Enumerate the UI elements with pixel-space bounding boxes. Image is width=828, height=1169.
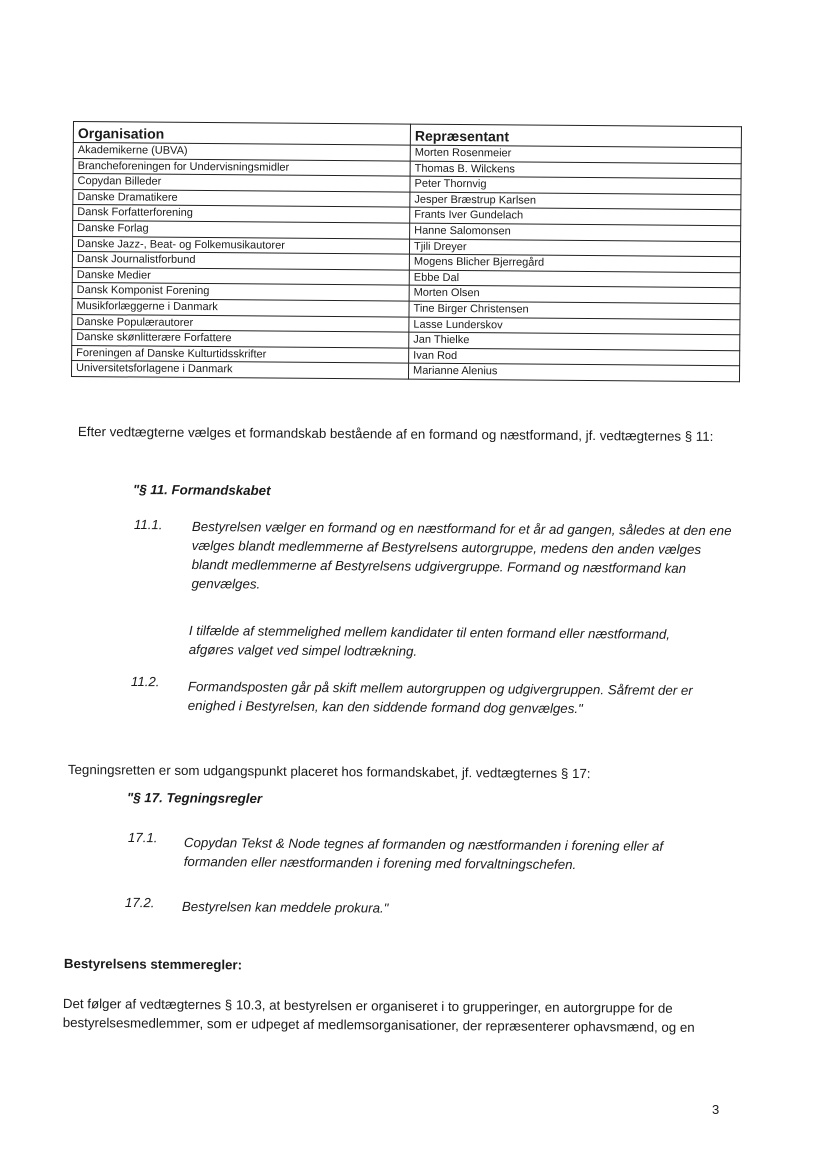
clause-11-1-text: Bestyrelsen vælger en formand og en næstformand for et år ad gangen, således at den ene vælges blandt medlemmerne af Bestyrelsens autorgruppe, medens den anden vælges blandt medlemmerne af Bestyrelsens udgivergruppe. Formand og næstformand kan genvælges.	[191, 518, 732, 592]
organisation-cell: Danske skønlitterære Forfattere	[72, 330, 409, 348]
clause-17-1-number: 17.1.	[127, 830, 158, 846]
clause-17-1-text: Copydan Tekst & Node tegnes af formanden og næstformanden i forening eller af formanden eller næstformanden i forening med forvaltningschefen.	[183, 834, 664, 873]
clause-17-2-number: 17.2.	[124, 895, 155, 911]
representative-cell: Mogens Blicher Bjerregård	[409, 254, 740, 272]
representative-cell: Thomas B. Wilckens	[410, 161, 741, 179]
clause-11-1-text-2: I tilfælde af stemmelighed mellem kandidater til enten formand eller næstformand, afgøres valget ved simpel lodtrækning.	[188, 622, 671, 659]
organisation-cell: Danske Medier	[72, 267, 409, 285]
representative-cell: Peter Thornvig	[410, 176, 741, 194]
organisation-cell: Dansk Journalistforbund	[72, 252, 409, 270]
representative-cell: Morten Rosenmeier	[410, 145, 741, 163]
organisation-cell: Danske Populærautorer	[72, 314, 409, 332]
voting-rules-heading: Bestyrelsens stemmeregler:	[63, 956, 243, 973]
organisation-cell: Danske Forlag	[73, 220, 410, 238]
representative-cell: Morten Olsen	[409, 285, 740, 303]
clause-17-2-text: Bestyrelsen kan meddele prokura."	[181, 898, 389, 916]
organisation-cell: Danske Jazz-, Beat- og Folkemusikautorer	[72, 236, 409, 254]
organisation-cell: Dansk Forfatterforening	[73, 205, 410, 223]
representative-cell: Hanne Salomonsen	[410, 223, 741, 241]
organisation-cell: Dansk Komponist Forening	[72, 283, 409, 301]
section-11-heading: "§ 11. Formandskabet	[132, 482, 271, 499]
representative-cell: Ebbe Dal	[409, 270, 740, 288]
intro-paragraph-formandskab: Efter vedtægterne vælges et formandskab bestående af en formand og næstformand, jf. vedtægternes § 11:	[77, 423, 714, 444]
organisation-cell: Akademikerne (UBVA)	[73, 143, 410, 161]
section-17-heading: "§ 17. Tegningsregler	[126, 790, 263, 807]
organisation-cell: Musikforlæggerne i Danmark	[72, 298, 409, 316]
representative-cell: Jan Thielke	[409, 332, 740, 350]
clause-11-2-text: Formandsposten går på skift mellem autorgruppen og udgivergruppen. Såfremt der er enighed i Bestyrelsen, kan den siddende formand dog genvælges."	[187, 678, 693, 717]
representatives-table	[71, 121, 742, 382]
representative-cell: Ivan Rod	[409, 348, 740, 366]
representative-cell: Tine Birger Christensen	[409, 301, 740, 319]
page-number: 3	[712, 1102, 720, 1117]
representative-cell: Lasse Lunderskov	[409, 317, 740, 335]
column-header-organisation: Organisation	[73, 122, 410, 146]
organisation-cell: Universitetsforlagene i Danmark	[71, 361, 408, 379]
representative-cell: Tjili Dreyer	[409, 239, 740, 257]
representative-cell: Marianne Alenius	[408, 363, 739, 381]
clause-11-1-number: 11.1.	[133, 517, 163, 533]
organisation-cell: Foreningen af Danske Kulturtidsskrifter	[72, 345, 409, 363]
representative-cell: Frants Iver Gundelach	[410, 208, 741, 226]
clause-11-2-number: 11.2.	[130, 674, 160, 690]
organisation-cell: Brancheforeningen for Undervisningsmidler	[73, 158, 410, 176]
representative-cell: Jesper Bræstrup Karlsen	[410, 192, 741, 210]
intro-paragraph-tegningsret: Tegningsretten er som udgangspunkt placeret hos formandskabet, jf. vedtægternes § 17:	[67, 761, 591, 782]
organisation-cell: Danske Dramatikere	[73, 189, 410, 207]
column-header-representative: Repræsentant	[410, 124, 741, 148]
organisation-cell: Copydan Billeder	[73, 174, 410, 192]
voting-rules-paragraph: Det følger af vedtægternes § 10.3, at bestyrelsen er organiseret i to grupperinger, en autorgruppe for de bestyrelsesmedlemmer, som er udpeget af medlemsorganisationer, der repræsenterer ophavsmænd, og en	[62, 995, 695, 1035]
